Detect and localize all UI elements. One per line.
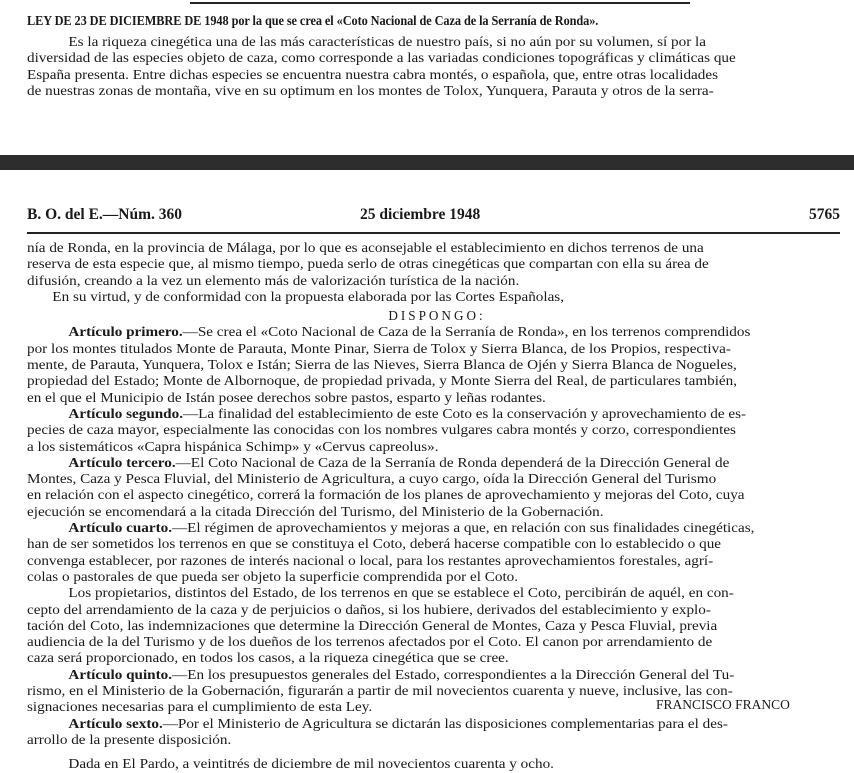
text-line: mente, de Parauta, Yunquera, Tolox e Istán; Sierra de las Nieves, Sierra Blanca de Ojén y Sierra Blanca de Nogueles,: [27, 357, 737, 373]
text-line: reserva de esta especie que, al mismo tiempo, pueda serlo de otras cinegéticas que compartan con ella su área de: [27, 256, 709, 272]
text-line: diversidad de las especies objeto de caza, como corresponde a las variadas condiciones topográficas y climáticas que: [27, 50, 736, 66]
text-line: ejecución se encomendará a la citada Dirección del Turismo, del Ministerio de la Gobernación.: [27, 503, 604, 519]
article-heading: Artículo tercero.: [68, 454, 176, 470]
top-rule: [190, 2, 690, 4]
text-line: convenga establecer, por razones de interés nacional o local, para los restantes aprovechamientos forestales, agrí-: [27, 552, 714, 568]
text-line: en el que el Municipio de Istán posee derechos sobre pastos, esparto y leñas rodantes.: [27, 389, 546, 405]
text-line: —Se crea el «Coto Nacional de Caza de la Serranía de Ronda», en los terrenos comprendidos: [182, 324, 751, 340]
text-line: Montes, Caza y Pesca Fluvial, del Ministerio de Agricultura, a cuyo cargo, oída la Dirección General del Turismo: [27, 471, 717, 487]
text-line: propiedad del Estado; Monte de Albornoque, de propiedad privada, y Monte Sierra del Real, de particulares también,: [27, 373, 738, 389]
text-line: signaciones necesarias para el cumplimiento de esta Ley.: [27, 699, 373, 715]
text-line: —Por el Ministerio de Agricultura se dictarán las disposiciones complementarias para el des-: [162, 715, 728, 731]
article-fourth: [27, 520, 854, 536]
preamble-start: [27, 34, 847, 99]
article-fifth: [27, 667, 854, 683]
text-line: España presenta. Entre dichas especies se encuentra nuestra cabra montés, o española, que, entre otras localidades: [27, 66, 719, 82]
law-title: LEY DE 23 DE DICIEMBRE DE 1948 por la que se crea el «Coto Nacional de Caza de la Serranía de Ronda».: [27, 14, 599, 29]
page-separator-band: [0, 155, 854, 170]
text-line: arrollo de la presente disposición.: [27, 731, 232, 747]
text-line: —El régimen de aprovechamientos y mejoras a que, en relación con sus finalidades cinegéticas,: [172, 520, 755, 536]
text-line: Los propietarios, distintos del Estado, de los terrenos en que se establece el Coto, percibirán de aquél, en con-: [68, 585, 734, 601]
page-header: [27, 206, 840, 226]
text-line: En su virtud, y de conformidad con la propuesta elaborada por las Cortes Españolas,: [52, 288, 565, 304]
text-line: a los sistemáticos «Capra hispánica Schimp» y «Cervus capreolus».: [27, 438, 439, 454]
text-line: audiencia de la del Turismo y de los dueños de los terrenos afectados por el Coto. El canon por arrendamiento de: [27, 634, 713, 650]
bulletin-date: 25 diciembre 1948: [360, 206, 481, 223]
article-heading: Artículo sexto.: [68, 715, 163, 731]
bulletin-number: B. O. del E.—Núm. 360: [27, 206, 183, 223]
text-line: rismo, en el Ministerio de la Gobernación, figurarán a partir de mil novecientos cuarenta y nueve, inclusive, las con-: [27, 683, 733, 699]
article-heading: Artículo quinto.: [68, 666, 173, 682]
signature: FRANCISCO FRANCO: [656, 697, 790, 712]
article-heading: Artículo segundo.: [68, 405, 184, 421]
article-heading: Artículo primero.: [68, 324, 183, 340]
text-line: caza será proporcionado, en todos los casos, a la riqueza cinegética que se cree.: [27, 650, 509, 666]
text-line: colas o pastorales de que pueda ser objeto la superficie comprendida por el Coto.: [27, 568, 519, 584]
dispongo-heading: DISPONGO:: [388, 308, 486, 324]
header-rule: [27, 232, 840, 234]
article-second: [27, 406, 854, 422]
article-sixth: [27, 716, 854, 732]
document-body: [27, 240, 847, 773]
article-third: [27, 455, 854, 471]
text-line: nía de Ronda, en la provincia de Málaga, por lo que es aconsejable el establecimiento en dichos terrenos de una: [27, 240, 704, 255]
text-line: pecies de caza mayor, especialmente las conocidas con los nombres vulgares cabra montés y corzo, correspondientes: [27, 422, 736, 438]
text-line: cepto del arrendamiento de la caza y de perjuicios o daños, si los hubiere, derivados del establecimiento y explo-: [27, 601, 711, 617]
article-heading: Artículo cuarto.: [68, 520, 173, 536]
text-line: en relación con el aspecto cinegético, correrá la formación de los planes de aprovechamiento y mejoras del Coto, cuya: [27, 487, 745, 503]
text-line: —En los presupuestos generales del Estado, correspondientes a la Dirección General del Tu-: [172, 666, 735, 682]
text-line: por los montes titulados Monte de Parauta, Monte Pinar, Sierra de Tolox y Sierra Blanca, de los Propios, respectiva-: [27, 340, 731, 356]
text-line: Es la riqueza cinegética una de las más características de nuestro país, si no aún por su volumen, sí por la: [68, 34, 707, 49]
text-line: —La finalidad del establecimiento de este Coto es la conservación y aprovechamiento de es-: [183, 405, 747, 421]
text-line: tación del Coto, las indemnizaciones que determine la Dirección General de Montes, Caza y Pesca Fluvial, previa: [27, 617, 718, 633]
text-line: —El Coto Nacional de Caza de la Serranía de Ronda dependerá de la Dirección General de: [175, 454, 730, 470]
text-line: han de ser sometidos los terrenos en que se constituya el Coto, deberá hacerse compatible con lo establecido o que: [27, 536, 722, 552]
article-first: [27, 324, 854, 340]
dada-line: Dada en El Pardo, a veintitrés de diciembre de mil novecientos cuarenta y ocho.: [68, 756, 554, 772]
page-number: 5765: [809, 206, 840, 223]
text-line: difusión, creando a la vez un elemento más de valorización turística de la nación.: [27, 272, 520, 288]
text-line: de nuestras zonas de montaña, vive en su optimum en los montes de Tolox, Yunquera, Parauta y otros de la serra-: [27, 82, 714, 98]
